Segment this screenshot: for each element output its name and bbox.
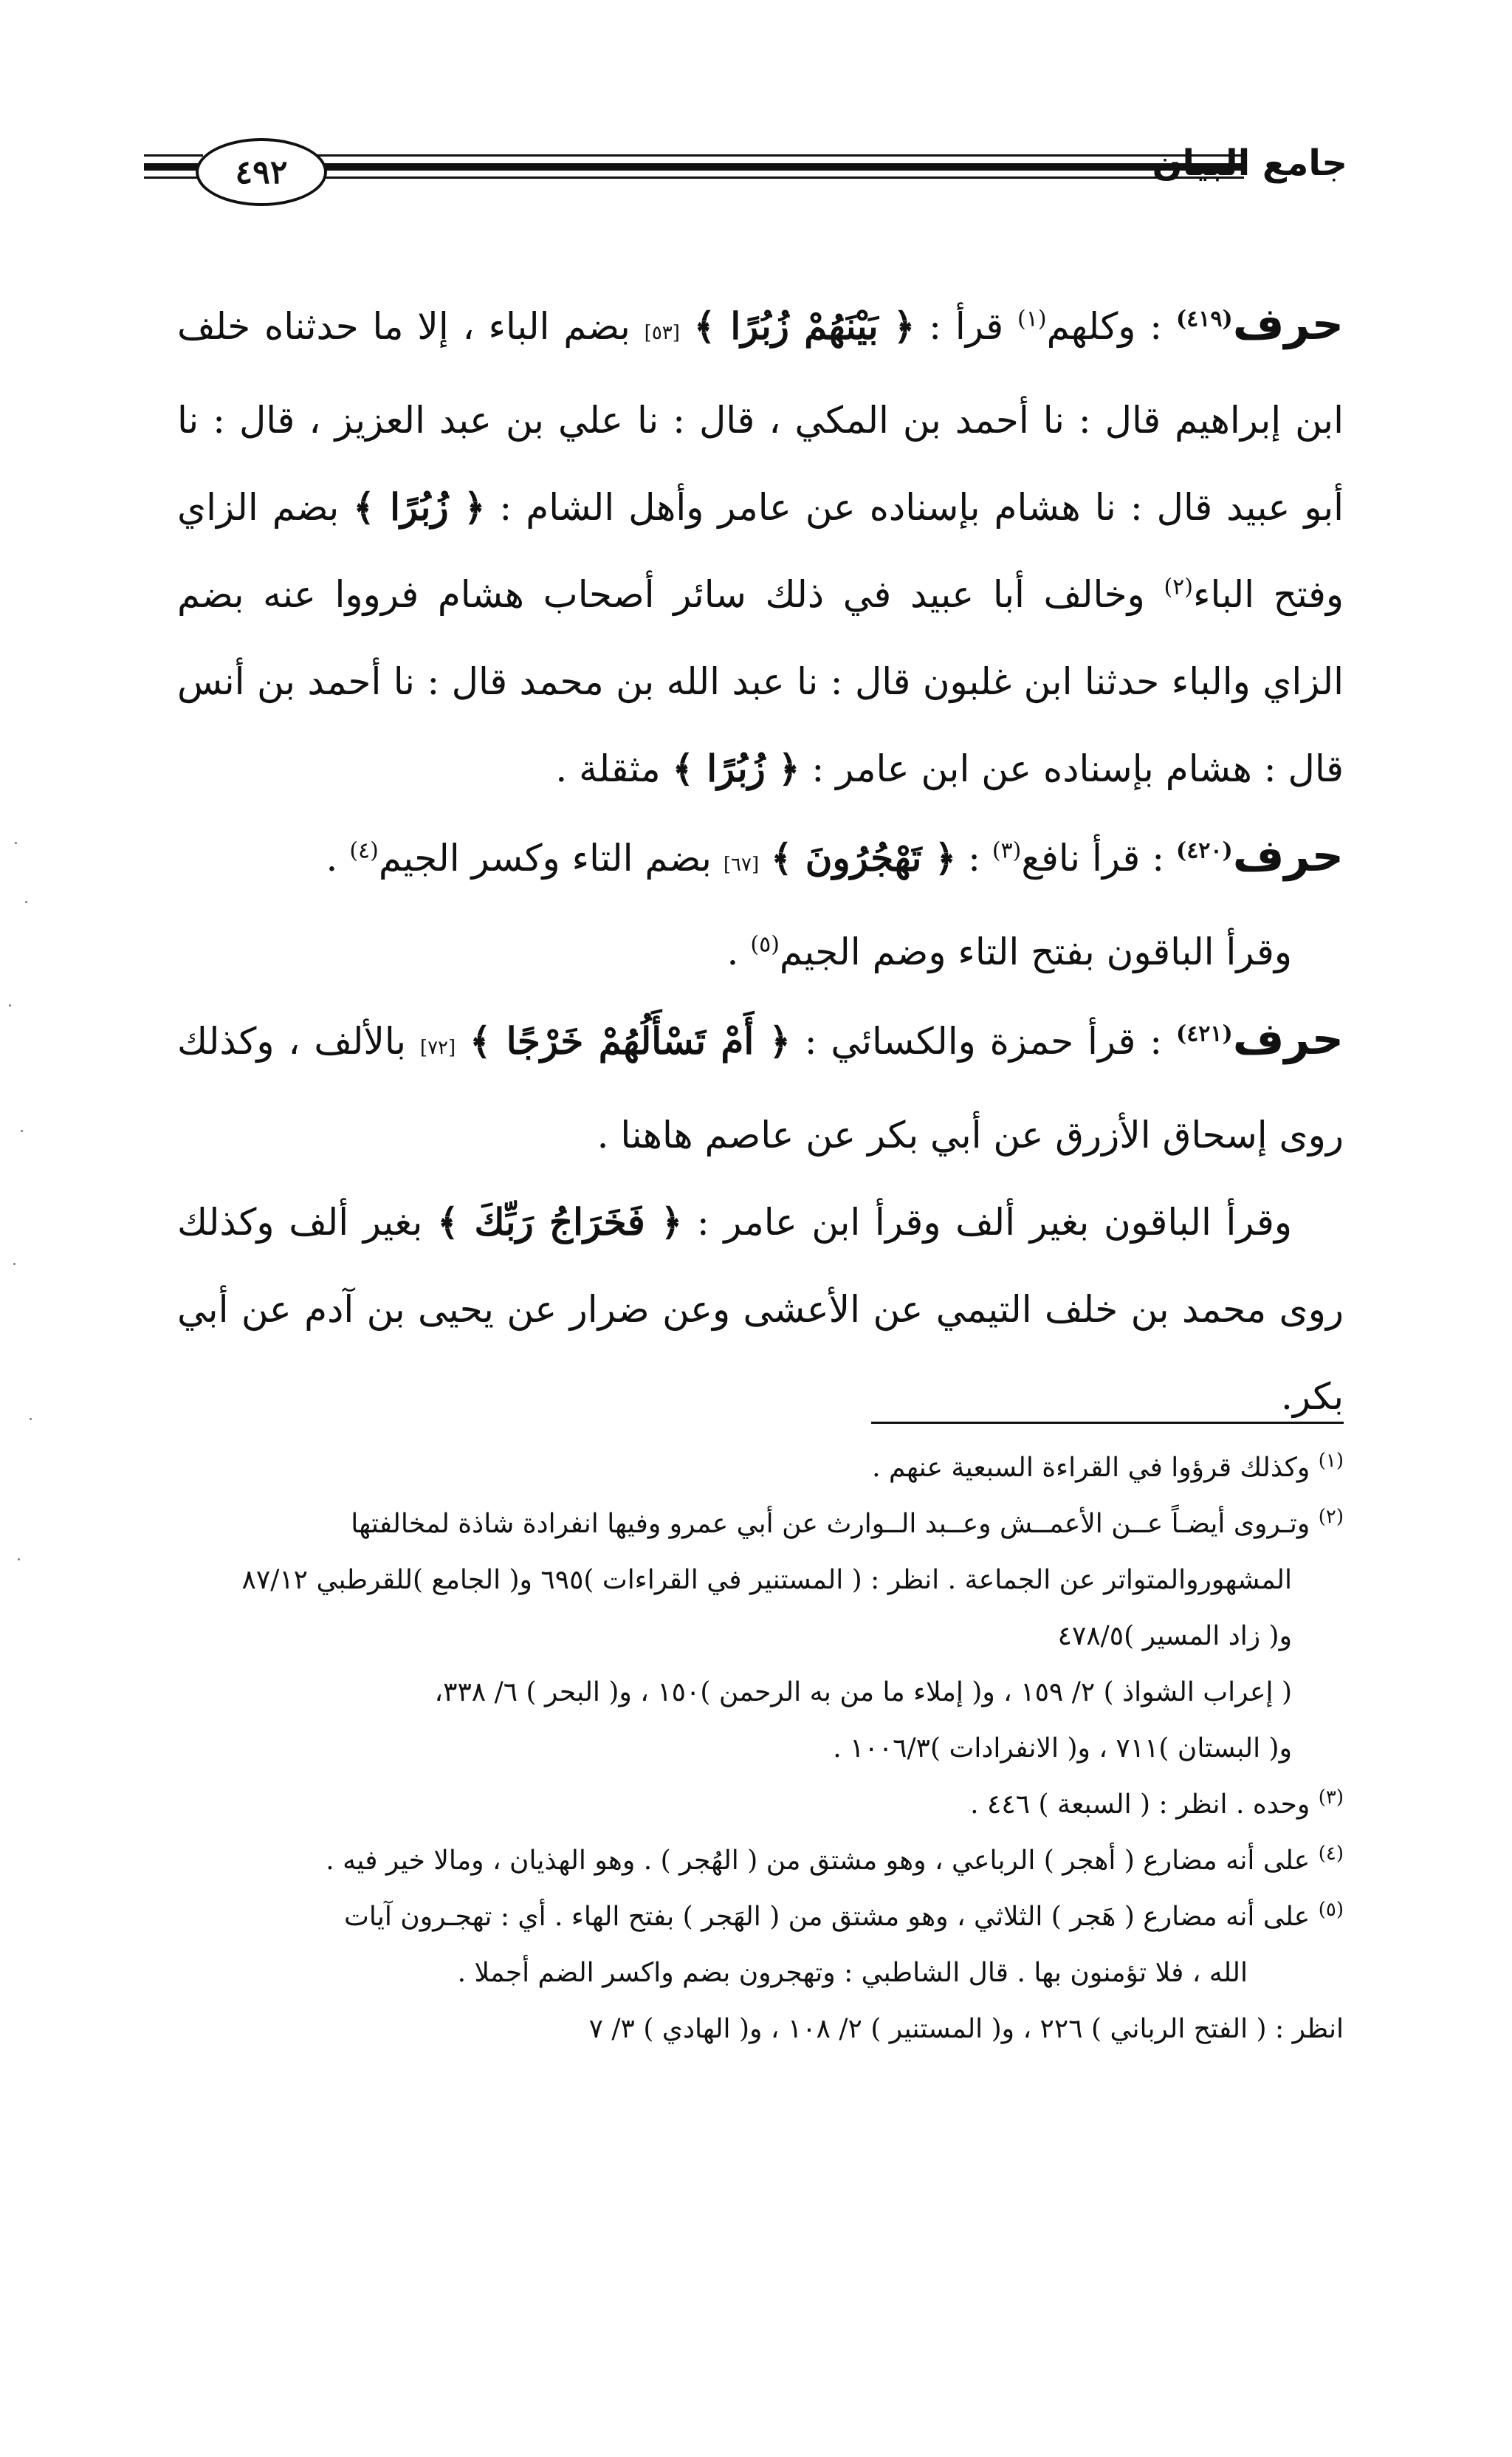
- footnote-text: وكذلك قرؤوا في القراءة السبعية عنهم .: [872, 1453, 1310, 1483]
- harf-label: حرف: [1232, 298, 1344, 350]
- entry-number: (٤٢١): [1175, 1021, 1233, 1047]
- text-segment: وقرأ الباقون بفتح التاء وضم الجيم: [779, 931, 1292, 973]
- paragraph-harf-419: [177, 281, 1344, 812]
- header-rule: [314, 163, 1244, 171]
- quran-verse: ﴿ زُبُرًا ﴾: [672, 747, 800, 790]
- paragraph-others-reading: [177, 1179, 1344, 1440]
- quran-verse: ﴿ بَيْنَهُمْ زُبُرًا ﴾: [693, 304, 915, 348]
- footnote-ref: (٣): [992, 837, 1022, 864]
- text-segment: : وكلهم: [1046, 305, 1163, 348]
- footnote-divider: [871, 1422, 1344, 1424]
- page-number: ٤٩٢: [196, 138, 327, 206]
- main-text: [177, 281, 1344, 1440]
- quran-verse: ﴿ فَخَرَاجُ رَبِّكَ ﴾: [437, 1200, 683, 1244]
- footnote-text: و( البستان )٧١١ ، و( الانفرادات )١٠٠٦/٣ .: [833, 1733, 1292, 1764]
- scan-artifacts: [0, 812, 44, 1699]
- quran-verse: ﴿ زُبُرًا ﴾: [353, 485, 486, 529]
- footnote-ref: (٤): [349, 837, 379, 864]
- footnote-text: ( إعراب الشواذ ) ٢/ ١٥٩ ، و( إملاء ما من به الرحمن )١٥٠ ، و( البحر ) ٦/ ٣٣٨،: [434, 1677, 1292, 1707]
- text-segment: قرأ :: [929, 305, 1004, 348]
- paragraph-harf-421: [177, 996, 1344, 1179]
- header-rule: [314, 154, 1244, 157]
- footnote-line: [170, 1440, 1344, 1496]
- footnote-line: [170, 1833, 1344, 1889]
- verse-number: [٥٣]: [644, 322, 680, 344]
- page-header: [144, 129, 1347, 210]
- text-segment: :: [968, 837, 980, 880]
- book-title: جامع البيان: [1152, 143, 1347, 184]
- footnote-text: على أنه مضارع ( هَجر ) الثلاثي ، وهو مشتق من ( الهَجر ) بفتح الهاء . أي : تهجـرون آيات: [343, 1902, 1310, 1932]
- scan-speck: [9, 1004, 11, 1007]
- text-segment: بغير ألف وكذلك روى محمد بن خلف التيمي عن الأعشى وعن ضرار عن يحيى بن آدم عن أبي بكر.: [177, 1201, 1344, 1418]
- footnotes: [170, 1440, 1344, 2057]
- footnote-text: و( زاد المسير )٤٧٨/٥: [1057, 1621, 1292, 1651]
- text-segment: .: [326, 837, 338, 880]
- scan-speck: [25, 901, 27, 903]
- header-rule: [144, 177, 203, 179]
- text-segment: : قرأ نافع: [1021, 837, 1165, 880]
- verse-number: [٧٢]: [419, 1037, 456, 1059]
- text-segment: وقرأ الباقون بغير ألف وقرأ ابن عامر :: [696, 1201, 1293, 1244]
- scan-speck: [18, 1558, 20, 1560]
- footnote-number: (٤): [1318, 1843, 1344, 1865]
- text-segment: .: [726, 931, 739, 973]
- scan-speck: [30, 1418, 32, 1420]
- harf-label: حرف: [1232, 830, 1344, 882]
- text-segment: : قرأ حمزة والكسائي :: [804, 1020, 1163, 1063]
- footnote-line: [170, 1721, 1344, 1777]
- footnote-number: (٣): [1318, 1786, 1344, 1809]
- footnote-ref: (٥): [750, 931, 780, 958]
- quran-verse: ﴿ أَمْ تَسْأَلُهُمْ خَرْجًا ﴾: [470, 1019, 791, 1063]
- quran-verse: ﴿ تَهْجُرُونَ ﴾: [771, 836, 957, 880]
- footnote-ref: (٢): [1164, 574, 1193, 600]
- text-segment: بضم الباء ، إلا ما حدثناه خلف ابن إبراهيم قال : نا أحمد بن المكي ، قال : نا علي بن عبد العزيز ، قال : نا أبو عبيد قال : نا هشام بإسناده عن عامر وأهل الشام :: [177, 305, 1344, 529]
- scan-speck: [13, 1263, 16, 1265]
- footnote-text: وحده . انظر : ( السبعة ) ٤٤٦ .: [970, 1789, 1310, 1820]
- footnote-number: (٢): [1318, 1506, 1344, 1528]
- entry-number: (٤١٩): [1175, 306, 1233, 332]
- footnote-number: (٥): [1318, 1899, 1344, 1921]
- footnote-line: [170, 1889, 1344, 1945]
- header-rule: [144, 163, 203, 171]
- header-rule: [314, 177, 1244, 179]
- verse-number: [٦٧]: [723, 854, 760, 876]
- harf-label: حرف: [1232, 1013, 1344, 1065]
- footnote-text: الله ، فلا تؤمنون بها . قال الشاطبي : وتهجرون بضم واكسر الضم أجملا .: [457, 1958, 1248, 1988]
- footnote-line: [170, 1945, 1344, 2001]
- text-segment: وخالف أبا عبيد في ذلك سائر أصحاب هشام فرووا عنه بضم الزاي والباء حدثنا ابن غلبون قال : نا عبد الله بن محمد قال : نا أحمد بن أنس قال : هشام بإسناده عن ابن عامر :: [177, 573, 1344, 790]
- entry-number: (٤٢٠): [1175, 837, 1233, 864]
- footnote-line: [170, 1665, 1344, 1721]
- footnote-text: انظر : ( الفتح الرباني ) ٢٢٦ ، و( المستنير ) ٢/ ١٠٨ ، و( الهادي ) ٣/ ٧: [588, 2014, 1344, 2044]
- footnote-line: [170, 1777, 1344, 1833]
- footnote-line: [170, 2001, 1344, 2057]
- footnote-line: [170, 1552, 1344, 1608]
- footnote-text: على أنه مضارع ( أهجر ) الرباعي ، وهو مشتق من ( الهُجر ) . وهو الهذيان ، ومالا خير فيه .: [326, 1846, 1310, 1876]
- footnote-number: (١): [1318, 1450, 1344, 1472]
- footnote-text: وتـروى أيضـاً عــن الأعمــش وعــبد الــوارث عن أبي عمرو وفيها انفرادة شاذة لمخالفتها: [351, 1509, 1310, 1539]
- text-segment: بالألف ، وكذلك روى إسحاق الأزرق عن أبي بكر عن عاصم هاهنا .: [177, 1020, 1344, 1156]
- header-rule: [144, 154, 203, 157]
- footnote-line: [170, 1608, 1344, 1665]
- paragraph-others-reading: [177, 908, 1344, 996]
- footnote-text: المشهوروالمتواتر عن الجماعة . انظر : ( المستنير في القراءات )٦٩٥ و( الجامع )للقرطبي ٨٧/١٢: [241, 1565, 1292, 1595]
- text-segment: بضم الزاي وفتح الباء: [177, 486, 1344, 616]
- paragraph-harf-420: [177, 812, 1344, 908]
- scan-speck: [21, 1130, 23, 1132]
- scan-speck: [15, 842, 17, 844]
- text-segment: بضم التاء وكسر الجيم: [378, 837, 712, 880]
- footnote-ref: (١): [1017, 306, 1047, 332]
- text-segment: مثقلة .: [555, 747, 661, 790]
- footnote-line: [170, 1496, 1344, 1552]
